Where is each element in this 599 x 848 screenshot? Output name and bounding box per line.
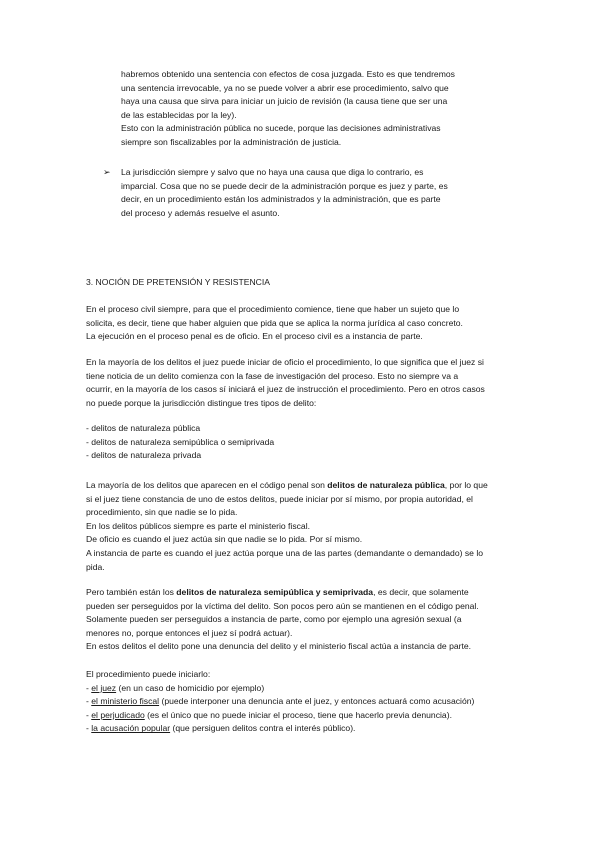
paragraph — [86, 303, 526, 344]
text-line: procedimiento, sin que nadie se lo pida. — [86, 507, 238, 518]
list-dash: - — [86, 696, 92, 707]
text-line: habremos obtenido una sentencia con efectos de cosa juzgada. Esto es que tendremos — [121, 69, 455, 79]
text-line: pueden ser perseguidos por la víctima del delito. Son pocos pero aún se mantienen en el código penal. — [86, 600, 479, 611]
text-line: pida. — [86, 561, 105, 572]
text-line — [86, 479, 526, 493]
text-line: ocurrir, en la mayoría de los casos sí iniciará el juez de instrucción el procedimiento. Pero en otros casos — [86, 384, 485, 395]
list-dash: - — [86, 682, 92, 693]
paragraph — [86, 479, 526, 574]
section-heading-block — [86, 276, 526, 290]
bullet-text — [121, 166, 521, 220]
text-line: imparcial. Cosa que no se puede decir de la administración porque es juez y parte, es — [121, 180, 448, 191]
arrow-bullet-icon: ➢ — [103, 167, 111, 177]
text-run: , es decir, que solamente — [373, 587, 469, 597]
list-intro: El procedimiento puede iniciarlo: — [86, 669, 211, 679]
text-line: solicita, es decir, tiene que haber alguien que pida que se aplica la norma jurídica al caso concreto. — [86, 317, 463, 328]
paragraph — [86, 356, 526, 410]
list-item: - delitos de naturaleza semipública o semiprivada — [86, 436, 275, 447]
text-line: tiene noticia de un delito comienza con la fase de investigación del proceso. Esto no siempre va a — [86, 370, 459, 381]
text-line: Solamente pueden ser perseguidos a instancia de parte, como por ejemplo una agresión sexual (a — [86, 614, 462, 625]
delito-type-list — [86, 422, 526, 463]
text-run: (puede interponer una denuncia ante el juez, y entonces actuará como acusación) — [159, 696, 475, 707]
text-line: decir, en un procedimiento están los administrados y la administración, que es parte — [121, 194, 441, 205]
text-line — [86, 586, 526, 600]
text-run: La mayoría de los delitos que aparecen en el código penal son — [86, 480, 328, 490]
text-line: De oficio es cuando el juez actúa sin que nadie se lo pida. Por sí mismo. — [86, 534, 363, 545]
text-run: , por lo que — [444, 480, 488, 490]
paragraph — [86, 586, 526, 654]
text-line: La jurisdicción siempre y salvo que no haya una causa que diga lo contrario, es — [121, 167, 424, 177]
initiator-list — [86, 668, 526, 736]
underlined-term: el perjudicado — [91, 709, 145, 720]
text-line: si el juez tiene constancia de uno de estos delitos, puede iniciar por sí mismo, por propia autoridad, el — [86, 493, 473, 504]
list-item — [86, 722, 526, 736]
list-item: - delitos de naturaleza privada — [86, 450, 202, 461]
text-line: del proceso y además resuelve el asunto. — [121, 207, 280, 218]
text-line: siempre son fiscalizables por la administración de justicia. — [121, 136, 342, 147]
text-run: (en un caso de homicidio por ejemplo) — [116, 682, 265, 693]
text-run: (es el único que no puede iniciar el proceso, tiene que hacerlo previa denuncia). — [144, 709, 452, 720]
text-run: (que persiguen delitos contra el interés público). — [170, 723, 356, 734]
list-item — [86, 709, 526, 723]
list-dash: - — [86, 709, 92, 720]
text-run: Pero también están los — [86, 587, 177, 597]
list-item — [86, 695, 526, 709]
text-line: Esto con la administración pública no sucede, porque las decisiones administrativas — [121, 123, 441, 134]
text-line: La ejecución en el proceso penal es de oficio. En el proceso civil es a instancia de parte. — [86, 331, 423, 342]
bold-term: delitos de naturaleza pública — [327, 480, 445, 490]
section-heading: 3. NOCIÓN DE PRETENSIÓN Y RESISTENCIA — [86, 277, 271, 287]
text-line: En el proceso civil siempre, para que el procedimiento comience, tiene que haber un sujeto que lo — [86, 304, 460, 314]
text-line: de las establecidas por la ley). — [121, 109, 237, 120]
text-line: no puede porque la jurisdicción distingue tres tipos de delito: — [86, 397, 317, 408]
underlined-term: el ministerio fiscal — [91, 696, 160, 707]
bold-term: delitos de naturaleza semipública y semiprivada — [176, 587, 374, 597]
underlined-term: la acusación popular — [91, 723, 171, 734]
text-line: En estos delitos el delito pone una denuncia del delito y el ministerio fiscal actúa a instancia de parte. — [86, 641, 472, 652]
text-line: A instancia de parte es cuando el juez actúa porque una de las partes (demandante o demandado) se lo — [86, 547, 484, 558]
text-line: En los delitos públicos siempre es parte el ministerio fiscal. — [86, 520, 311, 531]
continued-indented-block — [121, 68, 521, 150]
underlined-term: el juez — [91, 682, 117, 693]
list-item — [86, 682, 526, 696]
text-line: menores no, porque entonces el juez sí podrá actuar). — [86, 627, 293, 638]
text-line: una sentencia irrevocable, ya no se puede volver a abrir ese procedimiento, salvo que — [121, 82, 449, 93]
list-dash: - — [86, 723, 92, 734]
text-line: haya una causa que sirva para iniciar un juicio de revisión (la causa tiene que ser una — [121, 96, 448, 107]
text-line: En la mayoría de los delitos el juez puede iniciar de oficio el procedimiento, lo que significa que el juez si — [86, 357, 484, 367]
list-item: - delitos de naturaleza pública — [86, 423, 201, 433]
